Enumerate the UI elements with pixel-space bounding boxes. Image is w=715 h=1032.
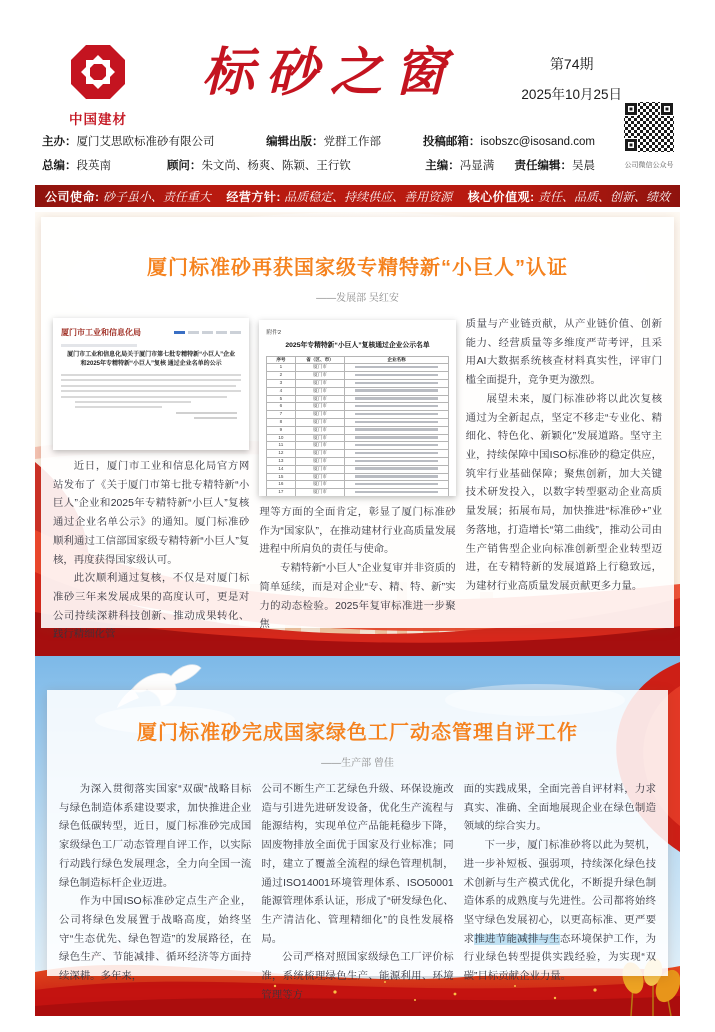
paragraph: 下一步，厦门标准砂将以此为契机，进一步补短板、强弱项，持续深化绿色技术创新与生产模式优化，不断提升绿色制造体系的成熟度与先进性。公司都将始终坚守绿色发展初心，以更高标准、更严要求推进节能减排与生态环境保护工作，为行业绿色转型提供实践经验，为实现“双碳”目标贡献企业力量。 <box>463 840 656 983</box>
article1-section <box>35 212 680 656</box>
gov-site-nav <box>174 331 241 334</box>
gov-doc-body-lines <box>61 374 241 408</box>
wechat-qr-block <box>620 100 678 170</box>
attachment-label: 附件2 <box>266 330 282 336</box>
gov-doc-signature <box>61 412 241 419</box>
review-list-screenshot <box>259 320 455 496</box>
mission: 公司使命: 砂子虽小、责任重大 <box>45 189 211 204</box>
gov-site-name: 厦门市工业和信息化局 <box>61 327 141 337</box>
article2-section <box>35 656 680 1016</box>
publisher: 主办：厦门艾思欧标准砂有限公司 <box>42 136 215 148</box>
cnbm-logo-icon <box>69 43 127 101</box>
article2-col2 <box>261 781 453 1006</box>
editor-dept: 编辑出版：党群工作部 <box>266 136 382 148</box>
selected-text: 推进节能减排与生 <box>474 933 560 945</box>
company-values-banner <box>35 185 680 207</box>
masthead-info <box>42 137 595 172</box>
review-table: 序号 省（区、市） 企业名称 1 厦门市 2 厦门市 3 厦门市 4 厦门市 5 厦门市 6 厦门市 7 厦门市 8 厦门市 9 厦门市 10 厦门市 11 厦门市 12 厦门市 13 厦门市 14 厦门市 15 厦门市 16 厦门市 17 厦门市 <box>266 356 448 496</box>
qr-code-icon <box>622 100 676 154</box>
responsible-editor: 责任编辑：吴晨 <box>514 159 595 172</box>
masthead-row-2 <box>42 161 595 173</box>
article2-card <box>47 690 668 1001</box>
review-table-rows: 1 厦门市 2 厦门市 3 厦门市 4 厦门市 5 厦门市 6 厦门市 7 厦门市 8 厦门市 9 厦门市 10 厦门市 11 厦门市 12 厦门市 13 厦门市 14 厦门市 15 厦门市 16 厦门市 17 厦门市 <box>267 364 448 496</box>
masthead-row-1 <box>42 137 595 149</box>
gov-doc-title: 厦门市工业和信息化局关于厦门市第七批专精特新“小巨人”企业和2025年专精特新“小巨人”复核 通过企业名单的公示 <box>67 351 236 368</box>
article2-byline: ——生产部 曾佳 <box>321 758 394 769</box>
paragraph: 面的实践成果，全面完善自评材料，力求真实、准确、全面地展现企业在绿色制造领域的综合实力。 <box>463 784 656 833</box>
logo-text: 中国建材 <box>69 112 127 127</box>
business-policy: 经营方针: 品质稳定、持续供应、善用资源 <box>226 189 453 204</box>
article1-byline: ——发展部 吴红安 <box>316 293 399 304</box>
paragraph: 公司不断生产工艺绿色升级、环保设施改造与引进先进研发设备，优化生产流程与能源结构，实现单位产品能耗稳步下降，固废物排放全面优于国家及行业标准；同时，建立了覆盖全流程的绿色管理机制，通过ISO14001环境管理体系、ISO50001能源管理体系认证，形成了“研发绿色化、生产清洁化、管理精细化”的良性发展格局。 <box>261 784 454 945</box>
paragraph: 此次顺利通过复核，不仅是对厦门标准砂三年来发展成果的高度认可，更是对公司持续深耕科技创新、推动成果转化、践行精细化管 <box>53 573 250 641</box>
review-table-title: 2025年专精特新“小巨人”复核通过企业公示名单 <box>285 342 430 350</box>
paragraph: 专精特新“小巨人”企业复审并非资质的简单延续，而是对企业“专、精、特、新”实力的动态检验。2025年复审标准进一步聚焦 <box>259 563 456 631</box>
qr-caption: 公司微信公众号 <box>624 162 674 169</box>
publication-date: 2025年10月25日 <box>521 87 622 102</box>
paragraph: 作为中国ISO标准砂定点生产企业，公司将绿色发展置于战略高度，始终坚守“生态优先、绿色智造”的发展路径，在绿色生产、节能减排、循环经济等方面持续深耕。多年来， <box>59 896 252 983</box>
article1-col3 <box>466 316 662 645</box>
advisors: 顾问：朱文尚、杨爽、陈颖、王行钦 <box>166 159 351 172</box>
paragraph: 质量与产业链贡献，从产业链价值、创新能力、经营质量等多维度严苛考评，且采用AI大数据系统核查材料真实性，评审门槛全面提升，竞争更为激烈。 <box>465 319 662 387</box>
managing-editor: 主编：冯显满 <box>425 159 495 172</box>
article2-col3 <box>464 781 656 1006</box>
article1-col1 <box>53 316 249 645</box>
issue-block <box>521 54 622 103</box>
paragraph: 理等方面的全面肯定，彰显了厦门标准砂作为“国家队”，在推动建材行业高质量发展进程中所肩负的责任与使命。 <box>259 507 456 556</box>
chief-editor: 总编：段英南 <box>42 159 111 172</box>
article2-columns <box>47 781 668 1006</box>
paragraph: 展望未来，厦门标准砂将以此次复核通过为全新起点，坚定不移走“专业化、精细化、特色化、新颖化”发展道路。坚守主业，持续保障中国ISO标准砂的稳定供应，筑牢行业基础保障；聚焦创新，加大关键技术研发投入，以数字转型驱动企业高质量发展；拓展布局，加快推进“标准砂+”业务落地，打造增长“第二曲线”，推动公司由生产销售型企业向标准创新型企业转型迈进，在专精特新的发展道路上行稳致远，为建材行业高质量发展贡献更多力量。 <box>465 393 662 593</box>
newsletter-title: 标砂之窗 <box>201 42 458 103</box>
core-values: 核心价值观: 责任、品质、创新、绩效 <box>467 189 670 204</box>
gov-website-screenshot <box>53 318 249 450</box>
article2-title: 厦门标准砂完成国家绿色工厂动态管理自评工作 <box>137 722 578 744</box>
article1-col2 <box>259 316 455 645</box>
issue-number: 第74期 <box>549 56 594 72</box>
cnbm-logo <box>63 43 133 128</box>
article1-title: 厦门标准砂再获国家级专精特新“小巨人”认证 <box>147 257 568 279</box>
submission-email: 投稿邮箱：isobszc@isosand.com <box>422 136 595 148</box>
paragraph: 近日，厦门市工业和信息化局官方网站发布了《关于厦门市第七批专精特新“小巨人”企业和2025年专精特新“小巨人”复核通过企业名单公示》的通知。厦门标准砂顺利通过工信部国家级专精特新“小巨人”复核，再度获得国家级认可。 <box>53 461 250 566</box>
article1-card <box>41 217 674 641</box>
article2-col1 <box>59 781 251 1006</box>
paragraph: 为深入贯彻落实国家“双碳”战略目标与绿色制造体系建设要求，加快推进企业绿色低碳转型，近日，厦门标准砂完成国家级绿色工厂动态管理自评工作，以实际行动践行绿色发展理念，全力向全国一流绿色制造标杆企业迈进。 <box>59 784 252 889</box>
article1-columns <box>41 316 674 645</box>
gov-breadcrumb <box>61 344 137 347</box>
paragraph: 公司严格对照国家级绿色工厂评价标准，系统梳理绿色生产、能源利用、环境管理等方 <box>261 952 454 1001</box>
